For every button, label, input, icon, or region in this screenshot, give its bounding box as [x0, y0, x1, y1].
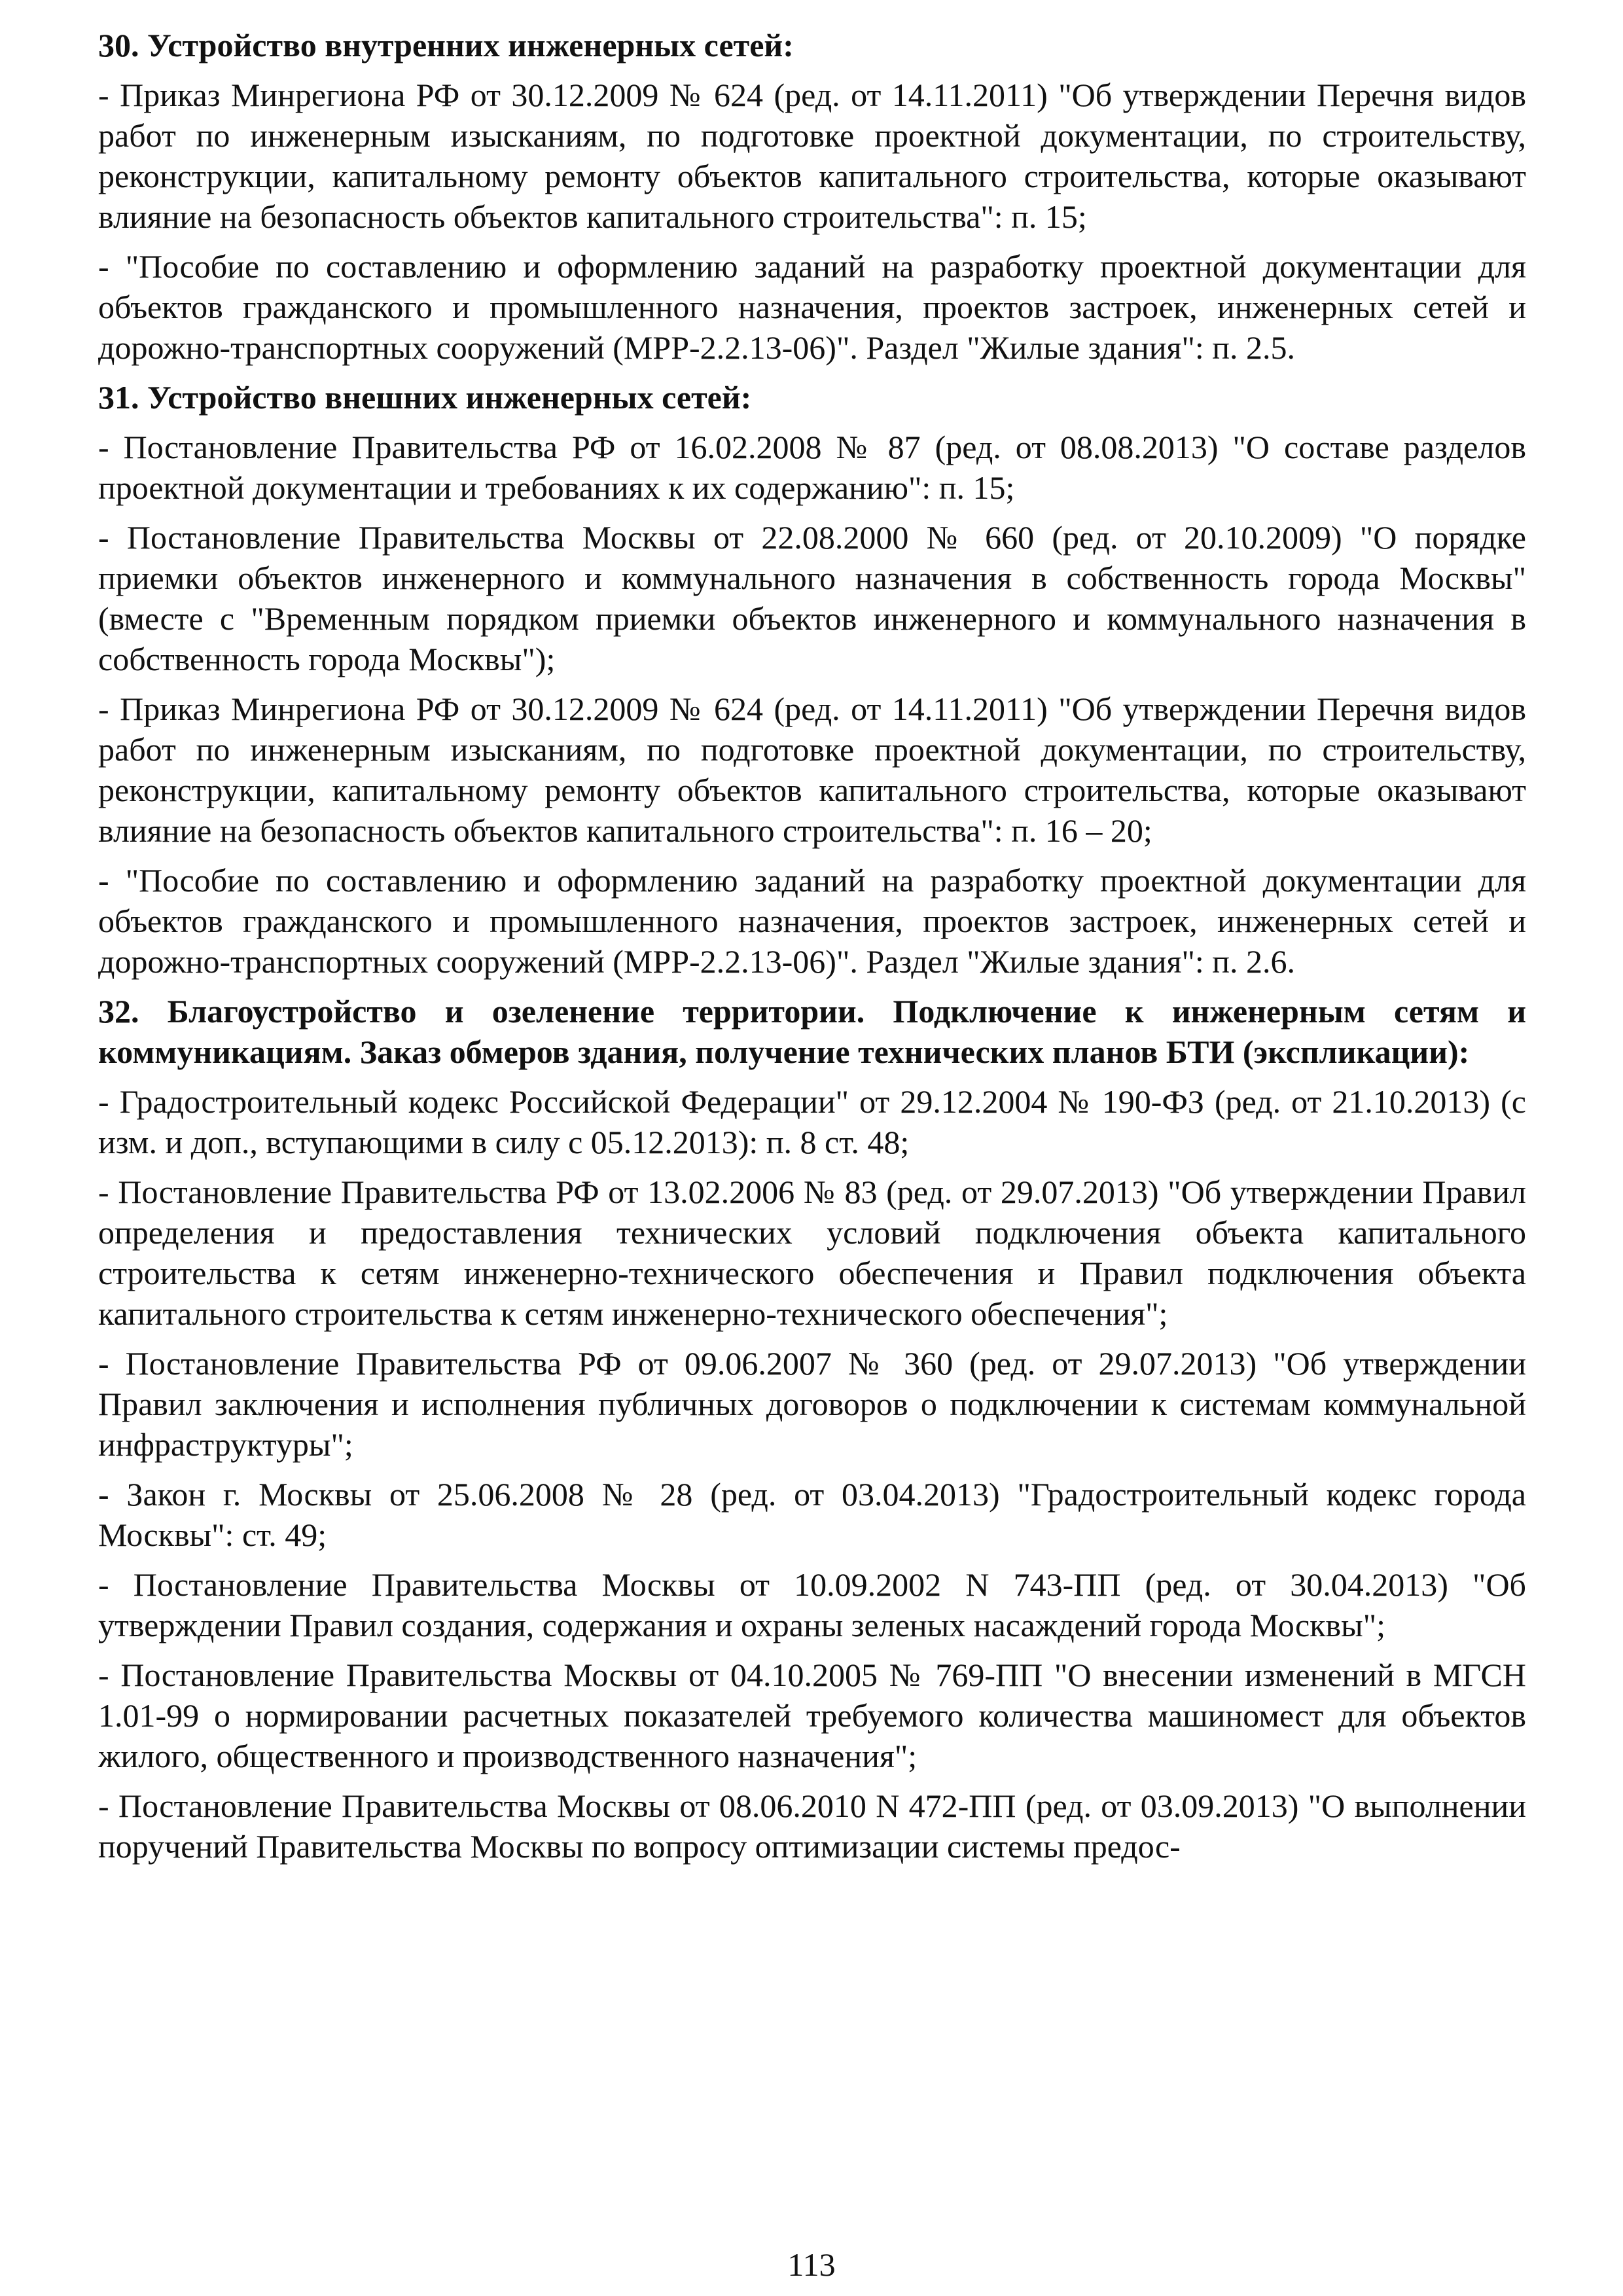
list-item: - Постановление Правительства РФ от 16.02.2008 № 87 (ред. от 08.08.2013) "О составе разделов проектной документации и требованиях к их содержанию": п. 15; [98, 429, 1526, 506]
section-heading: 32. Благоустройство и озеленение территории. Подключение к инженерным сетям и коммуникациям. Заказ обмеров здания, получение технических планов БТИ (экспликации): [98, 993, 1526, 1070]
list-item: - Постановление Правительства Москвы от 04.10.2005 № 769-ПП "О внесении изменений в МГСН 1.01-99 о нормировании расчетных показателей требуемого количества машиномест для объектов жилого, общественного и производственного назначения"; [98, 1657, 1526, 1774]
section-heading: 30. Устройство внутренних инженерных сетей: [98, 27, 794, 63]
list-item: - Постановление Правительства Москвы от 22.08.2000 № 660 (ред. от 20.10.2009) "О порядке приемки объектов инженерного и коммунального назначения в собственность города Москвы" (вместе с "Временным порядком приемки объектов инженерного и коммунального назначения в собственность города Москвы"); [98, 519, 1526, 677]
list-item: - Постановление Правительства РФ от 09.06.2007 № 360 (ред. от 29.07.2013) "Об утверждении Правил заключения и исполнения публичных договоров о подключении к системам коммунальной инфраструктуры"; [98, 1345, 1526, 1463]
page-number: 113 [787, 2246, 836, 2283]
list-item: - Приказ Минрегиона РФ от 30.12.2009 № 624 (ред. от 14.11.2011) "Об утверждении Перечня видов работ по инженерным изысканиям, по подготовке проектной документации, по строительству, реконструкции, капитальному ремонту объектов капитального строительства, которые оказывают влияние на безопасность объектов капитального строительства": п. 16 – 20; [98, 691, 1526, 849]
document-page [98, 25, 1526, 1876]
list-item: - Градостроительный кодекс Российской Федерации" от 29.12.2004 № 190-ФЗ (ред. от 21.10.2013) (с изм. и доп., вступающими в силу с 05.12.2013): п. 8 ст. 48; [98, 1083, 1526, 1160]
list-item: - Закон г. Москвы от 25.06.2008 № 28 (ред. от 03.04.2013) "Градостроительный кодекс города Москвы": ст. 49; [98, 1476, 1526, 1553]
list-item: - Постановление Правительства Москвы от 08.06.2010 N 472-ПП (ред. от 03.09.2013) "О выполнении поручений Правительства Москвы по вопросу оптимизации системы предос- [98, 1787, 1526, 1865]
list-item: - Постановление Правительства РФ от 13.02.2006 № 83 (ред. от 29.07.2013) "Об утверждении Правил определения и предоставления технических условий подключения объекта капитального строительства к сетям инженерно-технического обеспечения и Правил подключения объекта капитального строительства к сетям инженерно-технического обеспечения"; [98, 1174, 1526, 1332]
section-30 [98, 25, 1526, 368]
list-item: - Постановление Правительства Москвы от 10.09.2002 N 743-ПП (ред. от 30.04.2013) "Об утверждении Правил создания, содержания и охраны зеленых насаждений города Москвы"; [98, 1566, 1526, 1643]
section-heading: 31. Устройство внешних инженерных сетей: [98, 379, 752, 416]
list-item: - Приказ Минрегиона РФ от 30.12.2009 № 624 (ред. от 14.11.2011) "Об утверждении Перечня видов работ по инженерным изысканиям, по подготовке проектной документации, по строительству, реконструкции, капитальному ремонту объектов капитального строительства, которые оказывают влияние на безопасность объектов капитального строительства": п. 15; [98, 77, 1526, 235]
list-item: - "Пособие по составлению и оформлению заданий на разработку проектной документации для объектов гражданского и промышленного назначения, проектов застроек, инженерных сетей и дорожно-транспортных сооружений (МРР-2.2.13-06)". Раздел "Жилые здания": п. 2.5. [98, 248, 1526, 366]
list-item: - "Пособие по составлению и оформлению заданий на разработку проектной документации для объектов гражданского и промышленного назначения, проектов застроек, инженерных сетей и дорожно-транспортных сооружений (МРР-2.2.13-06)". Раздел "Жилые здания": п. 2.6. [98, 862, 1526, 980]
section-32 [98, 991, 1526, 1867]
section-31 [98, 377, 1526, 982]
